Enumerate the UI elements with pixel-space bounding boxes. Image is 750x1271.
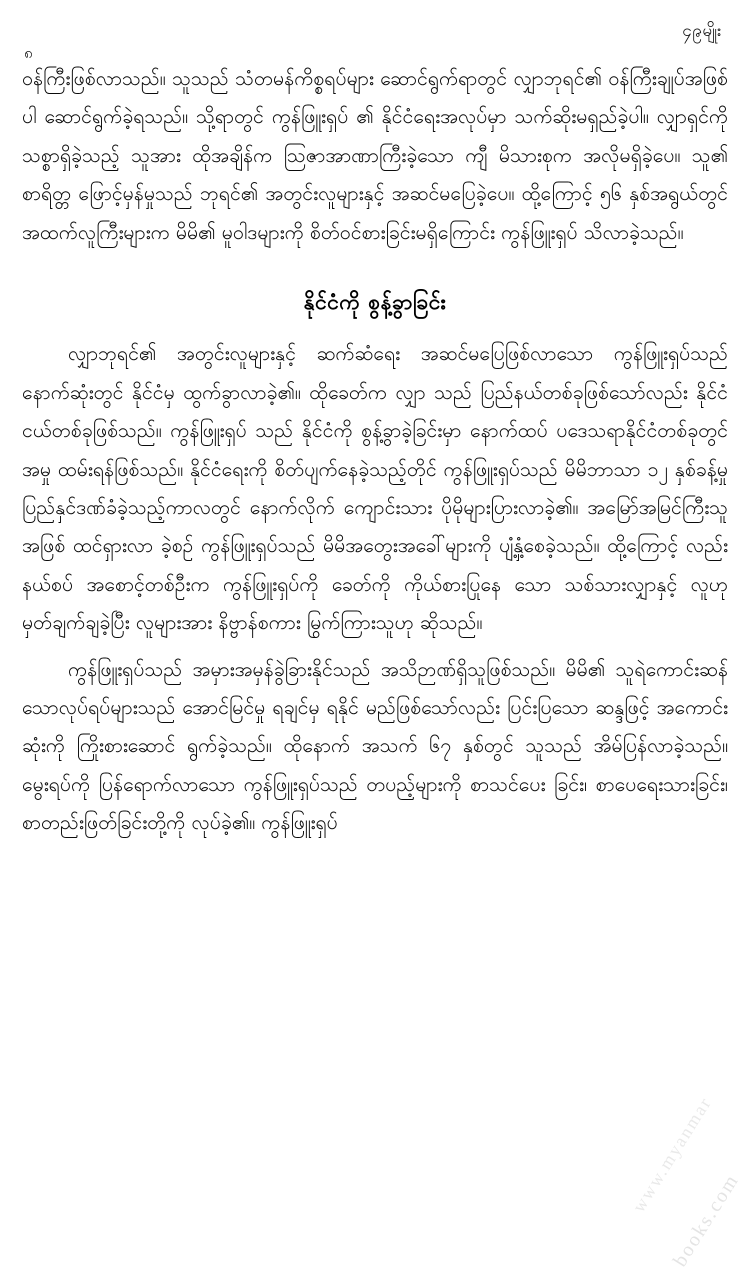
- paragraph-2: လျှာဘုရင်၏ အတွင်းလူများနှင့် ဆက်ဆံရေး အဆင်မပြေဖြစ်လာသော ကွန်ဖြူးရှပ်သည် နောက်ဆုံးတွင် နိုင်ငံမှ ထွက်ခွာလာခဲ့၏။ ထိုခေတ်က လျှာ သည် ပြည်နယ်တစ်ခုဖြစ်သော်လည်း နိုင်ငံငယ်တစ်ခုဖြစ်သည်။ ကွန်ဖြူးရှပ် သည် နိုင်ငံကို စွန့်ခွာခဲ့ခြင်းမှာ နောက်ထပ် ပဒေသရာနိုင်ငံတစ်ခုတွင် အမှု ထမ်းရန်ဖြစ်သည်။ နိုင်ငံရေးကို စိတ်ပျက်နေခဲ့သည့်တိုင် ကွန်ဖြူးရှပ်သည် မိမိဘာသာ ၁၂ နှစ်ခန့်မှု ပြည်နှင်ဒဏ်ခံခဲ့သည့်ကာလတွင် နောက်လိုက် ကျောင်းသား ပိုမိုများပြားလာခဲ့၏။ အမြော်အမြင်ကြီးသူအဖြစ် ထင်ရှားလာ ခဲ့စဉ် ကွန်ဖြူးရှပ်သည် မိမိအတွေးအခေါ်များကို ပျံ့နှံ့စေခဲ့သည်။ ထို့ကြောင့် လည်း နယ်စပ် အစောင့်တစ်ဦးက ကွန်ဖြူးရှပ်ကို ခေတ်ကို ကိုယ်စားပြုနေ သော သစ်သားလျှာနှင့် လူဟု မှတ်ချက်ချခဲ့ပြီး လူများအား နိဗ္ဗာန်စကား မြွက်ကြားသူဟု ဆိုသည်။: [22, 342, 728, 635]
- paragraph-1: ဝန်ကြီးဖြစ်လာသည်။ သူသည် သံတမန်ကိစ္စရပ်များ ဆောင်ရွက်ရာတွင် လျှာဘုရင်၏ ဝန်ကြီးချုပ်အဖြစ်ပါ ဆောင်ရွက်ခဲ့ရသည်။ သို့ရာတွင် ကွန်ဖြူးရှပ် ၏ နိုင်ငံရေးအလုပ်မှာ သက်ဆိုးမရှည်ခဲ့ပါ။ လျှာရှင်ကို သစ္စာရှိခဲ့သည့် သူအား ထိုအချိန်က သြဇာအာဏာကြီးခဲ့သော ကျီ မိသားစုက အလိုမရှိခဲ့ပေ။ သူ၏ စာရိတ္တ ဖြောင့်မှန်မှုသည် ဘုရင်၏ အတွင်းလူများနှင့် အဆင်မပြေခဲ့ပေ။ ထို့ကြောင့် ၅၆ နှစ်အရွယ်တွင် အထက်လူကြီးများက မိမိ၏ မူဝါဒများကို စိတ်ဝင်စားခြင်းမရှိကြောင်း ကွန်ဖြူးရှပ် သိလာခဲ့သည်။: [22, 67, 728, 244]
- paragraph-spacer: [22, 643, 728, 651]
- paragraph-3: ကွန်ဖြူးရှပ်သည် အမှားအမှန်ခွဲခြားနိုင်သည် အသိဉာဏ်ရှိသူဖြစ်သည်။ မိမိ၏ သူရဲကောင်းဆန်သောလုပ်ရပ်များသည် အောင်မြင်မှု ရချင်မှ ရနိုင် မည်ဖြစ်သော်လည်း ပြင်းပြသော ဆန္ဒဖြင့် အကောင်းဆုံးကို ကြိုးစားဆောင် ရွက်ခဲ့သည်။ ထိုနောက် အသက် ၆၇ နှစ်တွင် သူသည် အိမ်ပြန်လာခဲ့သည်။ မွေးရပ်ကို ပြန်ရောက်လာသော ကွန်ဖြူးရှပ်သည် တပည့်များကို စာသင်ပေး ခြင်း၊ စာပေရေးသားခြင်း၊ စာတည်းဖြတ်ခြင်းတို့ကို လုပ်ခဲ့၏။ ကွန်ဖြူးရှပ်: [22, 657, 728, 835]
- watermark-line-1: www.myanmar: [628, 1092, 716, 1216]
- watermark-line-2: books.com: [668, 1169, 744, 1271]
- chapter-label: ၄၉မျိုး: [682, 21, 722, 41]
- section-heading: နိုင်ငံကို စွန့်ခွာခြင်း: [303, 290, 447, 315]
- page-body: [22, 60, 728, 843]
- page-number: ၈: [24, 44, 33, 62]
- page-header: [22, 14, 728, 60]
